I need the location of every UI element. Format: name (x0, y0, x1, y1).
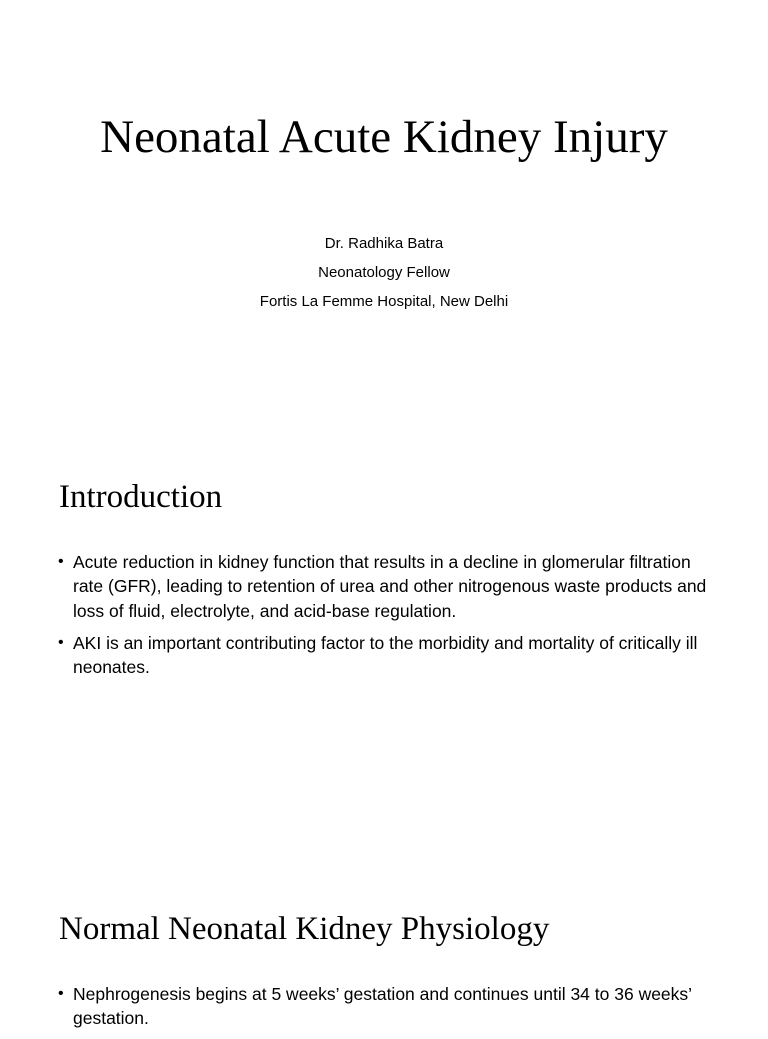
bullet-item (58, 550, 718, 623)
bullet-list (58, 550, 718, 687)
bullet-item (58, 631, 718, 680)
bullet-list (58, 982, 718, 1039)
bullet-text: Nephrogenesis begins at 5 weeks’ gestation and continues until 34 to 36 weeks’ gestation. (73, 984, 692, 1029)
slide-heading: Introduction (59, 479, 223, 515)
presenter-info (84, 229, 684, 316)
introduction-slide (0, 440, 768, 880)
presentation-title: Neonatal Acute Kidney Injury (100, 111, 668, 163)
presenter-name: Dr. Radhika Batra (324, 235, 444, 252)
slide-heading: Normal Neonatal Kidney Physiology (59, 911, 550, 947)
bullet-text: Acute reduction in kidney function that results in a decline in glomerular filtration rate (GFR), leading to retention of urea and other nitrogenous waste products and loss of fluid, electrolyte, and acid-base regulation. (73, 552, 707, 621)
bullet-item (58, 982, 718, 1031)
bullet-marker: • (58, 633, 64, 651)
physiology-slide (0, 880, 768, 1029)
bullet-marker: • (58, 985, 64, 1002)
presenter-affiliation: Fortis La Femme Hospital, New Delhi (259, 293, 509, 310)
bullet-marker: • (58, 553, 64, 570)
bullet-text: AKI is an important contributing factor to the morbidity and mortality of critically ill neonates. (73, 632, 698, 678)
title-slide (0, 0, 768, 440)
presenter-role: Neonatology Fellow (318, 264, 450, 281)
